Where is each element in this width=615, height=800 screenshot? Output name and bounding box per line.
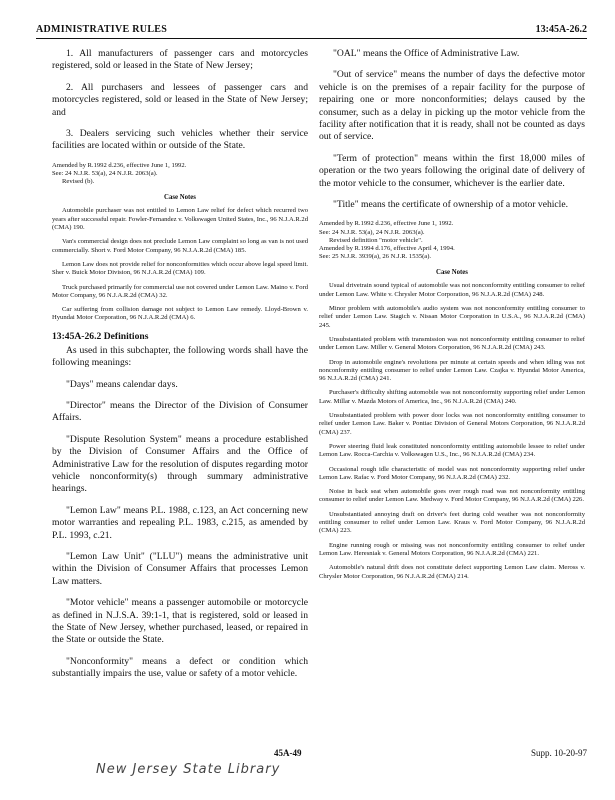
case-note: Noise in back seat when automobile goes over rough road was not nonconformity entitling consumer to relief under Lemon Law. Medway v. Ford Motor Company, 96 N.J.A.R.2d (CMA) 226. <box>319 488 585 504</box>
header-section-number: 13:45A-26.2 <box>535 24 587 35</box>
case-note: Automobile's natural drift does not constitute defect supporting Lemon Law claim. Meross v. Chrysler Motor Corporation, 96 N.J.A.R.2d (CMA) 214. <box>319 564 585 580</box>
left-column <box>52 48 308 690</box>
definition: "Title" means the certificate of ownership of a motor vehicle. <box>333 199 568 211</box>
amendment-line: See: 25 N.J.R. 3939(a), 26 N.J.R. 1535(a). <box>319 253 432 261</box>
definition: "Nonconformity" means a defect or condition which substantially impairs the use, value or safety of a motor vehicle. <box>52 655 308 680</box>
amendment-line: See: 24 N.J.R. 53(a), 24 N.J.R. 2063(a). <box>319 228 425 236</box>
case-notes-heading: Case Notes <box>164 194 196 202</box>
case-note: Power steering fluid leak constituted nonconformity entitling automobile lessee to relief under Lemon Law. Rocca-Carchia v. Volkswagen U.S., Inc., 96 N.J.A.R.2d (CMA) 234. <box>319 442 585 459</box>
right-column <box>319 48 585 587</box>
definition: "Term of protection" means within the first 18,000 miles of operation or the two years following the original date of delivery of the motor vehicle to the consumer, whichever is the earlier date. <box>319 152 585 189</box>
definition: "Lemon Law" means P.L. 1988, c.123, an Act concerning new motor warranties and repealing P.L. 1983, c.215, as amended by P.L. 1993, c.21. <box>52 504 308 541</box>
case-note: Car suffering from collision damage not subject to Lemon Law remedy. Lloyd-Brown v. Hyundai Motor Corporation, 96 N.J.A.R.2d (CMA) 6. <box>52 306 308 322</box>
definition: "Days" means calendar days. <box>66 378 178 390</box>
header-rule <box>36 38 587 39</box>
list-item: 2. All purchasers and lessees of passenger cars and motorcycles registered, sold or leased in the State of New Jersey; and <box>52 81 308 118</box>
case-notes-heading: Case Notes <box>436 269 468 277</box>
case-note: Drop in automobile engine's revolutions per minute at certain speeds and when idling was not nonconformity entitling consumer to relief under Lemon Law. Czajka v. Hyundai Motor America, 96 N.J.A.R.2d (CMA) 241. <box>319 358 585 383</box>
case-note: Truck purchased primarily for commercial use not covered under Lemon Law. Maino v. Ford Motor Company, 96 N.J.A.R.2d (CMA) 32. <box>52 283 308 299</box>
list-item: 3. Dealers servicing such vehicles whether their service facilities are located within or outside of the State. <box>52 128 308 152</box>
amendment-line: Revised (b). <box>62 178 95 186</box>
definition: "Dispute Resolution System" means a procedure established by the Division of Consumer Affairs and the Office of Administrative Law for the resolution of disputes regarding motor vehicle nonconformity(s) through summary administrative hearings. <box>52 433 308 495</box>
case-note: Occasional rough idle characteristic of model was not nonconformity supporting relief under Lemon Law. Rafac v. Ford Motor Company, 96 N.J.A.R.2d (CMA) 232. <box>319 465 585 481</box>
case-note: Unsubstantiated problem with power door locks was not nonconformity entitling consumer to relief under Lemon Law. Baker v. Pontiac Division of General Motors Corporation, 96 N.J.A.R.2d (CMA) 237. <box>319 412 585 436</box>
case-note: Usual drivetrain sound typical of automobile was not nonconformity entitling consumer to relief under Lemon Law. White v. Chrysler Motor Corporation, 96 N.J.A.R.2d (CMA) 248. <box>319 282 585 298</box>
case-note: Van's commercial design does not preclude Lemon Law complaint so long as van is not used commercially. Short v. Ford Motor Company, 96 N.J.A.R.2d (CMA) 185. <box>52 238 308 254</box>
page-number: 45A-49 <box>274 748 302 758</box>
amendment-line: See: 24 N.J.R. 53(a), 24 N.J.R. 2063(a). <box>52 170 158 178</box>
definition: "Motor vehicle" means a passenger automobile or motorcycle as defined in N.J.S.A. 39:1-1, that is registered, sold or leased in the State of New Jersey, whether purchased, leased, or repaired in the State or outside the State. <box>52 597 308 646</box>
case-note: Minor problem with automobile's audio system was not nonconformity entitling consumer to relief under Lemon Law. Stagich v. Nissan Motor Corporation in U.S.A., 96 N.J.A.R.2d (CMA) 245. <box>319 305 585 329</box>
section-title: 13:45A-26.2 Definitions <box>52 330 149 342</box>
case-note: Lemon Law does not provide relief for nonconformities which occur above legal speed limit. Sher v. Buick Motor Division, 96 N.J.A.R.2d (CMA) 109. <box>52 260 308 277</box>
amendment-line: Amended by R.1994 d.176, effective April 4, 1994. <box>319 245 455 253</box>
definition: "Lemon Law Unit" ("LLU") means the administrative unit within the Division of Consumer Affairs that processes Lemon Law matters. <box>52 551 308 587</box>
definition: "Director" means the Director of the Division of Consumer Affairs. <box>52 399 308 424</box>
running-header <box>36 24 587 38</box>
section-intro: As used in this subchapter, the following words shall have the following meanings: <box>52 344 308 369</box>
supplement-date: Supp. 10-20-97 <box>531 748 587 758</box>
amendment-history <box>319 220 585 261</box>
amendment-history <box>52 162 308 187</box>
list-item: 1. All manufacturers of passenger cars and motorcycles registered, sold or leased in the State of New Jersey; <box>52 48 308 72</box>
header-title: ADMINISTRATIVE RULES <box>36 24 168 35</box>
library-stamp: New Jersey State Library <box>96 762 281 777</box>
amendment-line: Revised definition "motor vehicle". <box>329 236 423 244</box>
definition: "OAL" means the Office of Administrative Law. <box>333 48 520 59</box>
case-note: Engine running rough or missing was not nonconformity entitling consumer to relief under Lemon Law. Heresniak v. General Motors Corporation, 96 N.J.A.R.2d (CMA) 221. <box>319 541 585 557</box>
amendment-line: Amended by R.1992 d.236, effective June 1, 1992. <box>319 220 454 228</box>
case-note: Unsubstantiated annoying draft on driver's feet during cold weather was not nonconformity entitling consumer to relief under Lemon Law. Kraus v. Ford Motor Company, 96 N.J.A.R.2d (CMA) 223. <box>319 510 585 535</box>
amendment-line: Amended by R.1992 d.236, effective June 1, 1992. <box>52 161 187 169</box>
case-note: Automobile purchaser was not entitled to Lemon Law relief for defect which recurred two years after successful repair. Fowler-Fernandez v. Volkswagen United States, Inc., 96 N.J.A.R.2d (CMA) 190. <box>52 207 308 232</box>
case-note: Unsubstantiated problem with transmission was not nonconformity entitling consumer to relief under Lemon Law. Miller v. General Motors Corporation, 96 N.J.A.R.2d (CMA) 243. <box>319 335 585 352</box>
case-note: Purchaser's difficulty shifting automobile was not nonconformity supporting relief under Lemon Law. Millar v. Mazda Motors of America, Inc., 96 N.J.A.R.2d (CMA) 240. <box>319 389 585 405</box>
definition: "Out of service" means the number of days the defective motor vehicle is on the premises of a repair facility for the purpose of repairing one or more nonconformities; delays caused by the consumer, such as a delay in picking up the motor vehicle from the facility after notification that it is ready, shall not be counted as days out of service. <box>319 69 585 143</box>
